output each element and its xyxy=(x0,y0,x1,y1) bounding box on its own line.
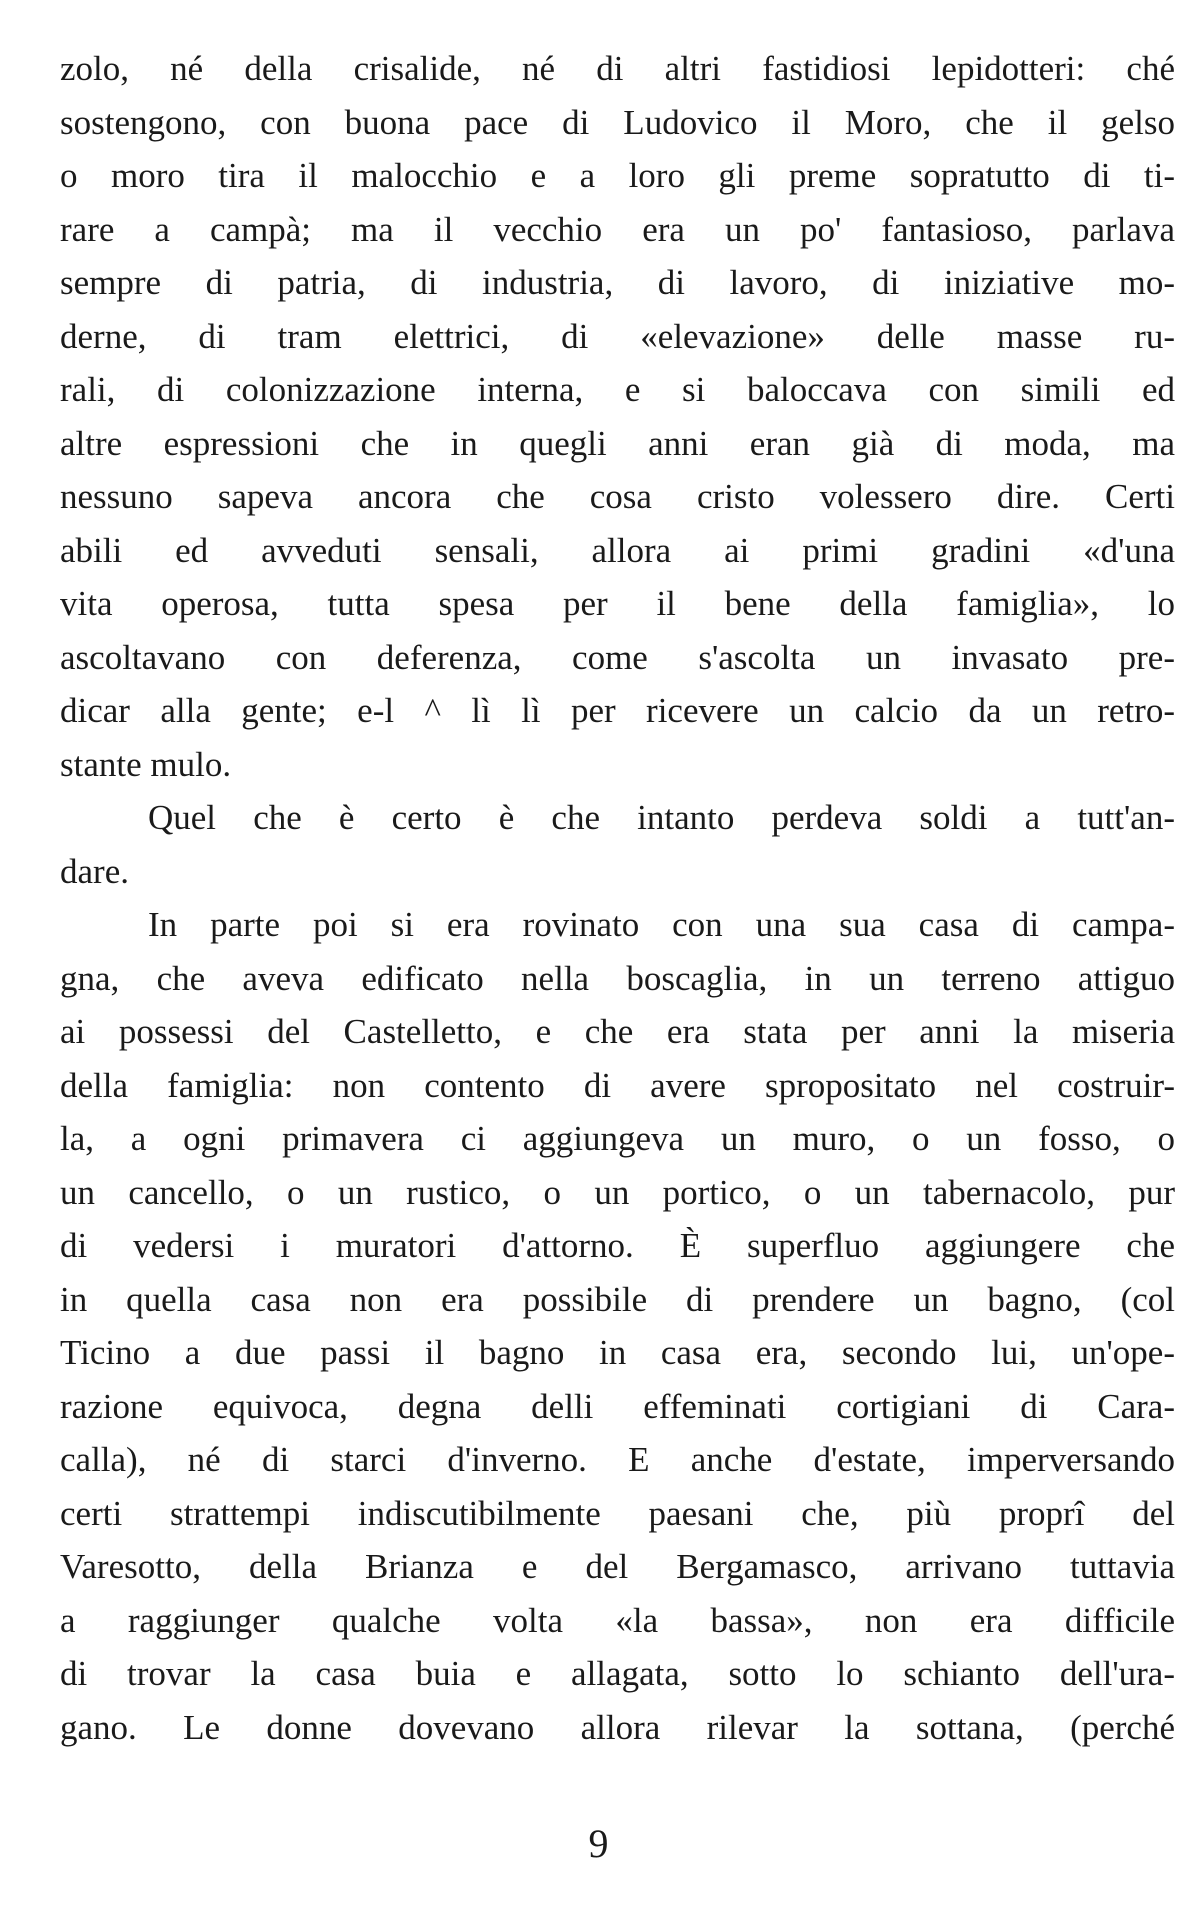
text-line: della famiglia: non contento di avere spropositato nel costruir- xyxy=(60,1065,1175,1105)
text-line: zolo, né della crisalide, né di altri fastidiosi lepidotteri: ché xyxy=(60,49,1175,88)
text-line: Ticino a due passi il bagno in casa era, secondo lui, un'ope- xyxy=(60,1333,1175,1372)
text-line: certi strattempi indiscutibilmente paesani che, più proprî del xyxy=(60,1493,1175,1533)
text-line: a raggiunger qualche volta «la bassa», non era difficile xyxy=(60,1600,1175,1640)
text-line: o moro tira il malocchio e a loro gli preme sopratutto di ti- xyxy=(60,156,1175,195)
text-line: abili ed avveduti sensali, allora ai primi gradini «d'una xyxy=(60,530,1175,570)
text-line: rare a campà; ma il vecchio era un po' fantasioso, parlava xyxy=(60,209,1175,249)
text-line: calla), né di starci d'inverno. E anche d'estate, imperversando xyxy=(60,1440,1175,1479)
text-line: dare. xyxy=(60,851,129,891)
paragraph-start-line: In parte poi si era rovinato con una sua casa di campa- xyxy=(148,905,1175,944)
paragraph-start-line: Quel che è certo è che intanto perdeva soldi a tutt'an- xyxy=(148,798,1175,837)
text-line: razione equivoca, degna delli effeminati cortigiani di Cara- xyxy=(60,1386,1175,1426)
text-line: un cancello, o un rustico, o un portico, o un tabernacolo, pur xyxy=(60,1172,1175,1212)
text-line: gano. Le donne dovevano allora rilevar la sottana, (perché xyxy=(60,1707,1175,1747)
text-line: vita operosa, tutta spesa per il bene della famiglia», lo xyxy=(60,584,1175,623)
text-line: ascoltavano con deferenza, come s'ascolta un invasato pre- xyxy=(60,637,1175,677)
text-line: dicar alla gente; e-l ^ lì lì per ricevere un calcio da un retro- xyxy=(60,691,1175,730)
text-line: di vedersi i muratori d'attorno. È superfluo aggiungere che xyxy=(60,1226,1175,1265)
text-line: sempre di patria, di industria, di lavoro, di iniziative mo- xyxy=(60,263,1175,302)
text-line: derne, di tram elettrici, di «elevazione» delle masse ru- xyxy=(60,316,1175,356)
text-line: in quella casa non era possibile di prendere un bagno, (col xyxy=(60,1279,1175,1319)
text-line: gna, che aveva edificato nella boscaglia, in un terreno attiguo xyxy=(60,958,1175,998)
text-line: nessuno sapeva ancora che cosa cristo volessero dire. Certi xyxy=(60,477,1175,516)
page-number: 9 xyxy=(588,1821,609,1866)
text-line: stante mulo. xyxy=(60,744,232,784)
text-line: la, a ogni primavera ci aggiungeva un muro, o un fosso, o xyxy=(60,1119,1175,1158)
text-line: rali, di colonizzazione interna, e si baloccava con simili ed xyxy=(60,370,1175,409)
text-line: altre espressioni che in quegli anni eran già di moda, ma xyxy=(60,423,1175,463)
text-line: di trovar la casa buia e allagata, sotto lo schianto dell'ura- xyxy=(60,1654,1175,1693)
text-line: Varesotto, della Brianza e del Bergamasco, arrivano tuttavia xyxy=(60,1547,1175,1586)
body-text xyxy=(60,42,1175,1754)
text-line: ai possessi del Castelletto, e che era stata per anni la miseria xyxy=(60,1012,1175,1051)
text-line: sostengono, con buona pace di Ludovico il Moro, che il gelso xyxy=(60,102,1175,142)
